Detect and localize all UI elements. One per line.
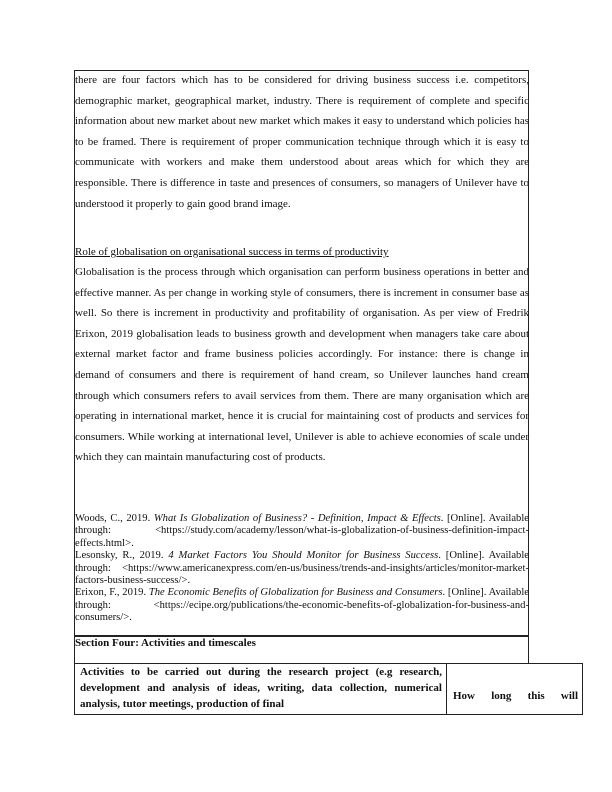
reference-item: Lesonsky, R., 2019. 4 Market Factors You Should Monitor for Business Success. [Online]. Available through: <https://www.americanexpress.com/en-us/business/trends-and-insights/articles/monitor-market-factors-business-success/>. bbox=[75, 550, 530, 587]
body-paragraph-1 bbox=[75, 70, 529, 214]
duration-header-cell: How long this will bbox=[453, 690, 578, 702]
body-paragraph-2 bbox=[75, 262, 529, 468]
paragraph-text: there are four factors which has to be considered for driving business success i.e. competitors, demographic market, geographical market, industry. There is requirement of complete and specific information about new market about new market which makes it easy to understand which policies has to be framed. There is requirement of proper communication technique through which it is easy to communicate with workers and make them understood about areas which for which they are responsible. There is difference in taste and presences of consumers, so managers of Unilever have to understood it properly to gain good brand image. bbox=[75, 74, 529, 210]
activities-header-cell: Activities to be carried out during the research project (e.g research, development and analysis of ideas, writing, data collection, numerical analysis, tutor meetings, production of final bbox=[80, 666, 442, 710]
section-heading-globalisation: Role of globalisation on organisational success in terms of productivity bbox=[75, 246, 389, 258]
reference-item: Erixon, F., 2019. The Economic Benefits of Globalization for Business and Consumers. [Online]. Available through: <https://ecipe.org/publications/the-economic-benefits-of-globalization-for-business-and-consumers/>. bbox=[75, 587, 529, 624]
reference-list bbox=[75, 513, 529, 625]
reference-item: Woods, C., 2019. What Is Globalization of Business? - Definition, Impact & Effects. [Online]. Available through: <https://study.com/academy/lesson/what-is-globalization-of-business-definition-impact-effects.html>. bbox=[75, 513, 529, 549]
section-title: Section Four: Activities and timescales bbox=[75, 637, 256, 649]
paragraph-text: Globalisation is the process through which organisation can perform business operations in better and effective manner. As per change in working style of consumers, there is increment in consumer base as well. So there is increment in productivity and profitability of organisation. As per view of Fredrik Erixon, 2019 globalisation leads to business growth and development when managers take care about external market factor and frame business policies accordingly. For instance: there is change in demand of consumers and there is requirement of hand cream, so Unilever launches hand cream through which consumers refers to avail services from them. There are many organisation which are operating in international market, hence it is crucial for maintaining cost of products and services for consumers. While working at international level, Unilever is able to achieve economies of scale under which they can maintain manufacturing cost of products. bbox=[75, 266, 529, 464]
